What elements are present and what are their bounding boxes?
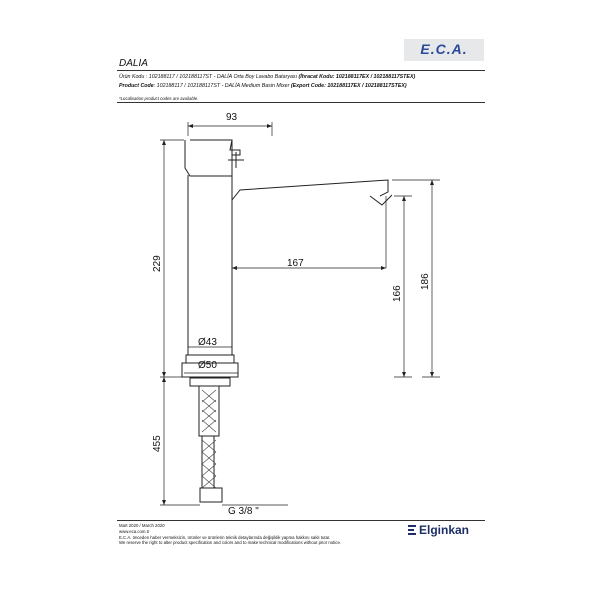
aerator [370,195,392,205]
dim-50: Ø50 [198,360,217,371]
dim-455: 455 [152,435,163,452]
product-code-en-label: Product Code [119,83,154,89]
product-title: DALIA [119,58,148,69]
spout-outline [232,176,388,200]
footer-url[interactable]: www.eca.com.tr [119,529,150,534]
product-code-en-text: : 102188117 / 102188117ST - DALİA Medium Basin Mixer [153,83,290,89]
dimension-arrows [162,124,434,505]
dim-186: 186 [420,273,431,290]
dim-166: 166 [392,285,403,302]
product-code-en-export: (Export Code: 102188117EX / 102188117STEX) [290,83,407,89]
product-code-tr-text: : 102188117 / 102188117ST - DALİA Orta Boy Lavabo Bataryası [144,74,298,80]
center-mark [228,152,244,168]
dim-43: Ø43 [198,337,217,348]
elginkan-brand: Elginkan [419,523,470,537]
dim-229: 229 [152,255,163,272]
product-code-tr-label: Ürün Kodu [119,74,145,80]
hose-lines [202,436,214,488]
thread-rod [199,386,219,436]
dim-g38: G 3/8 " [228,506,259,517]
eca-logo-text: E.C.A. [420,41,468,57]
footer-date: Mart 2020 / March 2020 [119,523,165,528]
footer-notice-tr: E.C.A. önceden haber vermeksizin, ürünler ve ürünlerin teknik detaylarında değişiklik yapma hakkını saklı tutar. [119,535,331,540]
lock-nut [190,378,230,386]
footer-notice-en: We reserve the right to alter product specification and colors and to make technical modifications without prior notice. [119,540,342,545]
localisation-note: *Localisation product codes are available. [119,96,199,101]
dim-93: 93 [226,112,238,123]
hose-fitting [200,488,222,502]
product-code-tr-export: (İhracat Kodu: 102188117EX / 102188117STEX) [298,74,416,80]
footer-rule [117,520,485,521]
dim-167: 167 [287,258,304,269]
elginkan-mark-icon [408,525,416,535]
handle-lever [185,140,232,176]
